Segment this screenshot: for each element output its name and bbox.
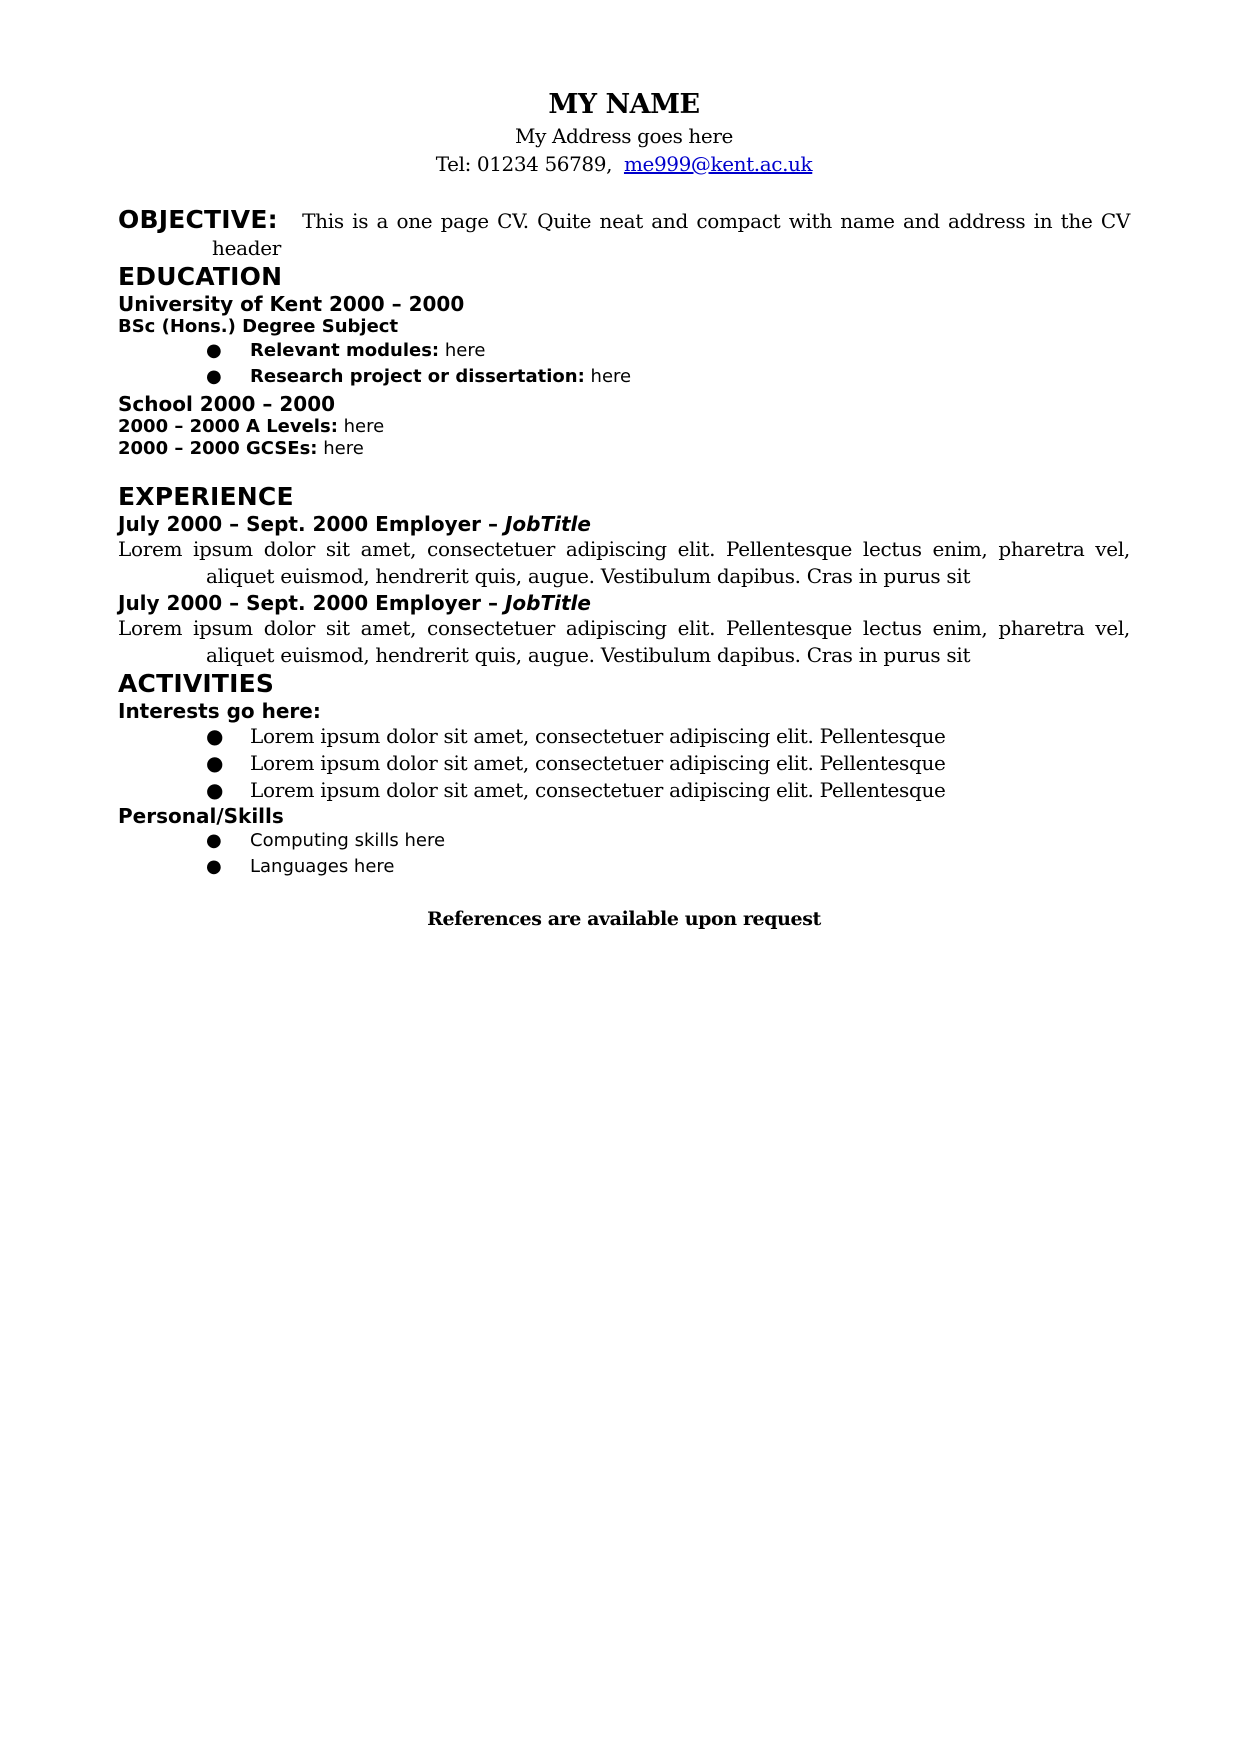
- cv-name: MY NAME: [548, 89, 700, 120]
- school-line: 2000 – 2000 A Levels: here: [118, 416, 385, 437]
- job-heading: July 2000 – Sept. 2000 Employer – JobTitle: [118, 512, 591, 536]
- list-item: ● Lorem ipsum dolor sit amet, consectetuer adipiscing elit. Pellentesque: [206, 751, 946, 775]
- item-value: here: [444, 340, 486, 361]
- skills-list: [118, 828, 1130, 880]
- list-item: ● Lorem ipsum dolor sit amet, consectetuer adipiscing elit. Pellentesque: [206, 724, 946, 748]
- cv-address: My Address goes here: [515, 124, 733, 148]
- cv-telephone: Tel: 01234 56789,: [435, 152, 613, 176]
- objective-text: This is a one page CV. Quite neat and compact with name and address in the CV header: [212, 209, 1130, 260]
- interests-list: [118, 723, 1130, 804]
- bullet-icon: ●: [206, 856, 222, 877]
- interests-heading: Interests go here:: [118, 699, 321, 723]
- experience-section: [118, 482, 1130, 669]
- cv-header: [118, 88, 1130, 178]
- list-item: ● Computing skills here: [118, 828, 1130, 854]
- item-value: here: [590, 366, 632, 387]
- cv-contact-line: [118, 150, 1130, 178]
- university-details-list: [118, 338, 1130, 390]
- university-heading: University of Kent 2000 – 2000: [118, 292, 465, 316]
- cv-page: [118, 88, 1130, 932]
- job-title: JobTitle: [504, 591, 591, 615]
- list-item: ● Lorem ipsum dolor sit amet, consectetuer adipiscing elit. Pellentesque: [206, 778, 946, 802]
- list-item: ● Languages here: [118, 854, 1130, 880]
- bullet-icon: ●: [206, 778, 224, 802]
- objective-label: OBJECTIVE:: [118, 205, 278, 234]
- job-description: Lorem ipsum dolor sit amet, consectetuer adipiscing elit. Pellentesque lectus enim, pharetra vel, aliquet euismod, hendrerit quis, augue. Vestibulum dapibus. Cras in purus sit: [118, 616, 1130, 667]
- activities-title: ACTIVITIES: [118, 669, 275, 698]
- degree-line: BSc (Hons.) Degree Subject: [118, 316, 399, 337]
- job-heading: July 2000 – Sept. 2000 Employer – JobTitle: [118, 591, 591, 615]
- school-heading: School 2000 – 2000: [118, 392, 336, 416]
- education-title: EDUCATION: [118, 262, 283, 291]
- bullet-icon: ●: [206, 340, 222, 361]
- skills-heading: Personal/Skills: [118, 804, 284, 828]
- school-line: 2000 – 2000 GCSEs: here: [118, 438, 364, 459]
- education-section: [118, 262, 1130, 460]
- bullet-icon: ●: [206, 366, 222, 387]
- job-title: JobTitle: [504, 512, 591, 536]
- email-link[interactable]: me999@kent.ac.uk: [623, 152, 813, 176]
- item-label: Research project or dissertation:: [250, 366, 585, 387]
- item-label: Relevant modules:: [250, 340, 440, 361]
- bullet-icon: ●: [206, 751, 224, 775]
- experience-title: EXPERIENCE: [118, 482, 294, 511]
- bullet-icon: ●: [206, 830, 222, 851]
- list-item: [118, 364, 1130, 390]
- activities-section: [118, 669, 1130, 880]
- job-description: Lorem ipsum dolor sit amet, consectetuer adipiscing elit. Pellentesque lectus enim, pharetra vel, aliquet euismod, hendrerit quis, augue. Vestibulum dapibus. Cras in purus sit: [118, 537, 1130, 588]
- list-item: [118, 338, 1130, 364]
- references-note: References are available upon request: [427, 908, 821, 930]
- bullet-icon: ●: [206, 724, 224, 748]
- objective-section: [118, 206, 1130, 262]
